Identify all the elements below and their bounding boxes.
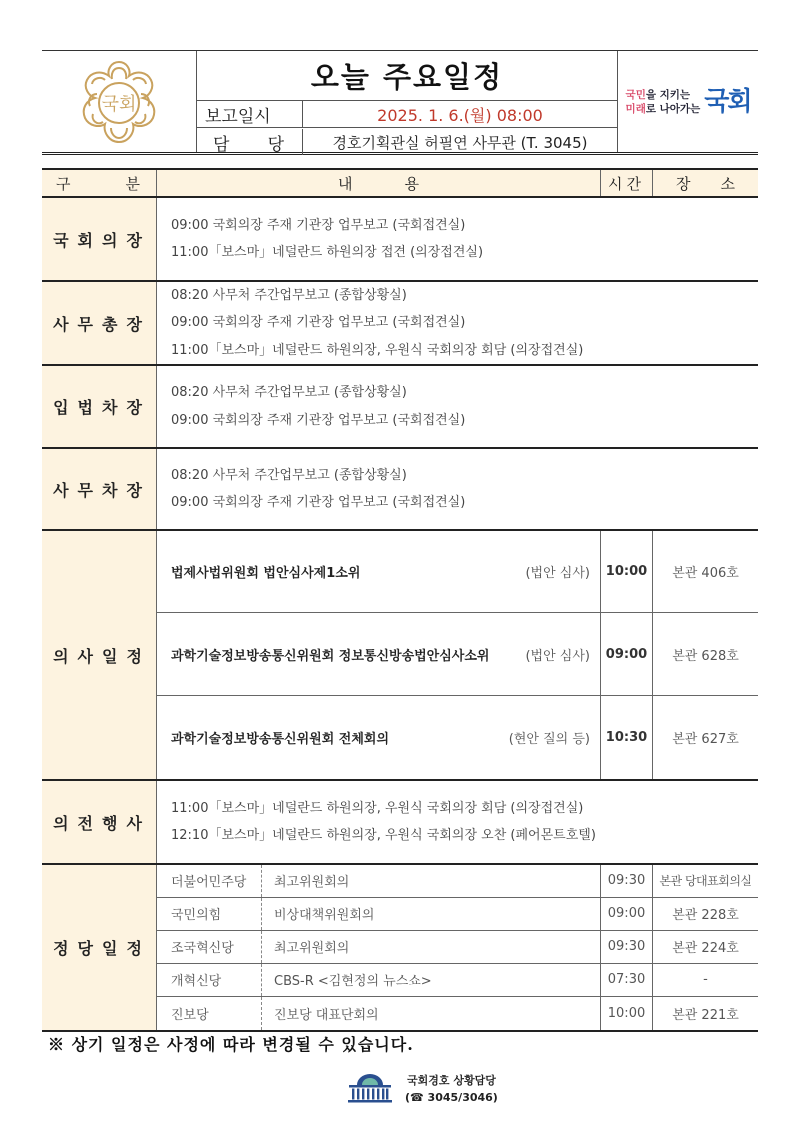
footer-text (405, 1072, 498, 1106)
party-place: - (703, 972, 708, 988)
party-event: 최고위원회의 (262, 865, 601, 897)
page-title: 오늘 주요일정 (310, 60, 504, 94)
party-place: 본관 228호 (672, 908, 739, 924)
party-name: 진보당 (157, 997, 262, 1030)
section-category: 입법차장 (42, 366, 157, 447)
section-body (157, 366, 758, 447)
agenda-committee: 과학기술정보방송통신위원회 전체회의 (171, 731, 390, 747)
party-time: 09:00 (601, 898, 653, 930)
section-category: 사무차장 (42, 449, 157, 529)
agenda-time: 10:00 (601, 531, 653, 612)
schedule-line: 08:20 사무처 주간업무보고 (종합상황실) (171, 467, 407, 483)
section-party-schedule (42, 865, 758, 1032)
agenda-time: 09:00 (601, 613, 653, 694)
schedule-line: 09:00 국회의장 주재 기관장 업무보고 (국회접견실) (171, 412, 466, 428)
party-row (157, 964, 758, 997)
agenda-committee: 과학기술정보방송통신위원회 정보통신방송법안심사소위 (171, 648, 490, 664)
agenda-name-cell (157, 531, 601, 612)
party-list (157, 865, 758, 1030)
agenda-row (157, 696, 758, 779)
section-body (157, 198, 758, 280)
schedule-line: 09:00 국회의장 주재 기관장 업무보고 (국회접견실) (171, 495, 466, 510)
report-datetime-label: 보고일시 (197, 101, 303, 127)
party-place: 본관 당대표회의실 (659, 874, 752, 889)
section-body (157, 449, 758, 529)
party-place: 본관 224호 (672, 941, 739, 957)
footer (345, 1072, 498, 1106)
col-place-a: 장 (676, 174, 691, 193)
col-place-b: 소 (720, 174, 735, 193)
brand-logo (617, 51, 758, 152)
footer-phone: (☎ 3045/3046) (405, 1091, 498, 1104)
agenda-type: (법안 심사) (525, 566, 590, 582)
section-category: 정당일정 (42, 865, 157, 1030)
svg-text:국회: 국회 (101, 93, 137, 115)
schedule-line: 11:00「보스마」네덜란드 하원의장, 우원식 국회의장 회담 (의장접견실) (171, 342, 584, 358)
schedule-line: 12:10「보스마」네덜란드 하원의장, 우원식 국회의장 오찬 (페어몬트호텔) (171, 828, 596, 843)
party-event: 최고위원회의 (262, 931, 601, 963)
agenda-name-cell (157, 613, 601, 694)
party-time: 09:30 (601, 931, 653, 963)
party-row (157, 898, 758, 931)
contact-label (197, 129, 303, 155)
col-cat-a: 구 (56, 174, 71, 193)
title-cell (197, 51, 617, 101)
agenda-row (157, 531, 758, 613)
section-speaker (42, 198, 758, 282)
contact-label-part-b: 당 (267, 134, 284, 155)
schedule-line: 08:20 사무처 주간업무보고 (종합상황실) (171, 385, 407, 400)
slogan-text-1: 을 지키는 (645, 88, 691, 101)
slogan-highlight-2: 미래 (625, 102, 646, 115)
party-row (157, 931, 758, 964)
agenda-name-cell (157, 696, 601, 779)
col-content-a: 내 (338, 174, 353, 193)
report-datetime-value: 2025. 1. 6.(월) 08:00 (377, 105, 543, 125)
agenda-place: 본관 406호 (672, 566, 739, 582)
agenda-list (157, 531, 758, 779)
section-category: 의전행사 (42, 781, 157, 863)
schedule-line: 11:00「보스마」네덜란드 하원의장, 우원식 국회의장 회담 (의장접견실) (171, 800, 584, 816)
schedule-line: 08:20 사무처 주간업무보고 (종합상황실) (171, 287, 407, 303)
col-content-b: 용 (404, 174, 419, 193)
section-secretary-general (42, 282, 758, 366)
section-deputy-secretary (42, 449, 758, 531)
emblem-cell (42, 51, 197, 152)
footer-org: 국회경호 상황담당 (407, 1074, 496, 1087)
party-place: 본관 221호 (672, 1007, 739, 1023)
agenda-type: (법안 심사) (525, 648, 590, 664)
party-row (157, 865, 758, 898)
column-header-category (42, 170, 157, 196)
party-name: 개혁신당 (157, 964, 262, 996)
column-header-place (653, 170, 758, 196)
column-header-content (157, 170, 601, 196)
schedule-line: 09:00 국회의장 주재 기관장 업무보고 (국회접견실) (171, 217, 466, 233)
assembly-building-icon (345, 1073, 395, 1105)
report-datetime-row (197, 101, 617, 128)
section-agenda (42, 531, 758, 781)
party-row (157, 997, 758, 1030)
party-time: 07:30 (601, 964, 653, 996)
agenda-place: 본관 627호 (672, 731, 739, 747)
agenda-row (157, 613, 758, 695)
section-legislative-deputy (42, 366, 758, 449)
contact-label-part-a: 담 (213, 134, 230, 155)
column-header-time: 시간 (601, 170, 653, 196)
section-category: 사무총장 (42, 282, 157, 364)
national-assembly-emblem-icon (71, 58, 167, 146)
schedule-line: 09:00 국회의장 주재 기관장 업무보고 (국회접견실) (171, 315, 466, 331)
party-time: 10:00 (601, 997, 653, 1030)
agenda-type: (현안 질의 등) (508, 731, 590, 747)
brand-slogan (626, 88, 701, 116)
slogan-text-2: 로 나아가는 (645, 102, 701, 115)
contact-row (197, 129, 617, 155)
agenda-place: 본관 628호 (672, 648, 739, 664)
party-event: CBS-R <김현정의 뉴스쇼> (262, 964, 601, 996)
section-protocol-events (42, 781, 758, 865)
slogan-highlight-1: 국민 (625, 88, 646, 101)
agenda-time: 10:30 (601, 696, 653, 779)
party-event: 비상대책위원회의 (262, 898, 601, 930)
party-time: 09:30 (601, 865, 653, 897)
section-category: 의사일정 (42, 531, 157, 779)
section-body (157, 282, 758, 364)
brand-wordmark: 국회 (704, 86, 751, 117)
section-category: 국회의장 (42, 198, 157, 280)
schedule-table (42, 168, 758, 1032)
party-event: 진보당 대표단회의 (262, 997, 601, 1030)
party-name: 국민의힘 (157, 898, 262, 930)
agenda-committee: 법제사법위원회 법안심사제1소위 (171, 566, 361, 582)
schedule-line: 11:00「보스마」네덜란드 하원의장 접견 (의장접견실) (171, 245, 484, 260)
col-cat-b: 분 (125, 174, 140, 193)
party-name: 조국혁신당 (157, 931, 262, 963)
report-header (42, 50, 758, 155)
party-name: 더불어민주당 (157, 865, 262, 897)
section-body (157, 781, 758, 863)
contact-value: 경호기획관실 허필연 사무관 (T. 3045) (332, 133, 588, 152)
change-notice: ※ 상기 일정은 사정에 따라 변경될 수 있습니다. (48, 1035, 414, 1054)
table-header (42, 168, 758, 198)
